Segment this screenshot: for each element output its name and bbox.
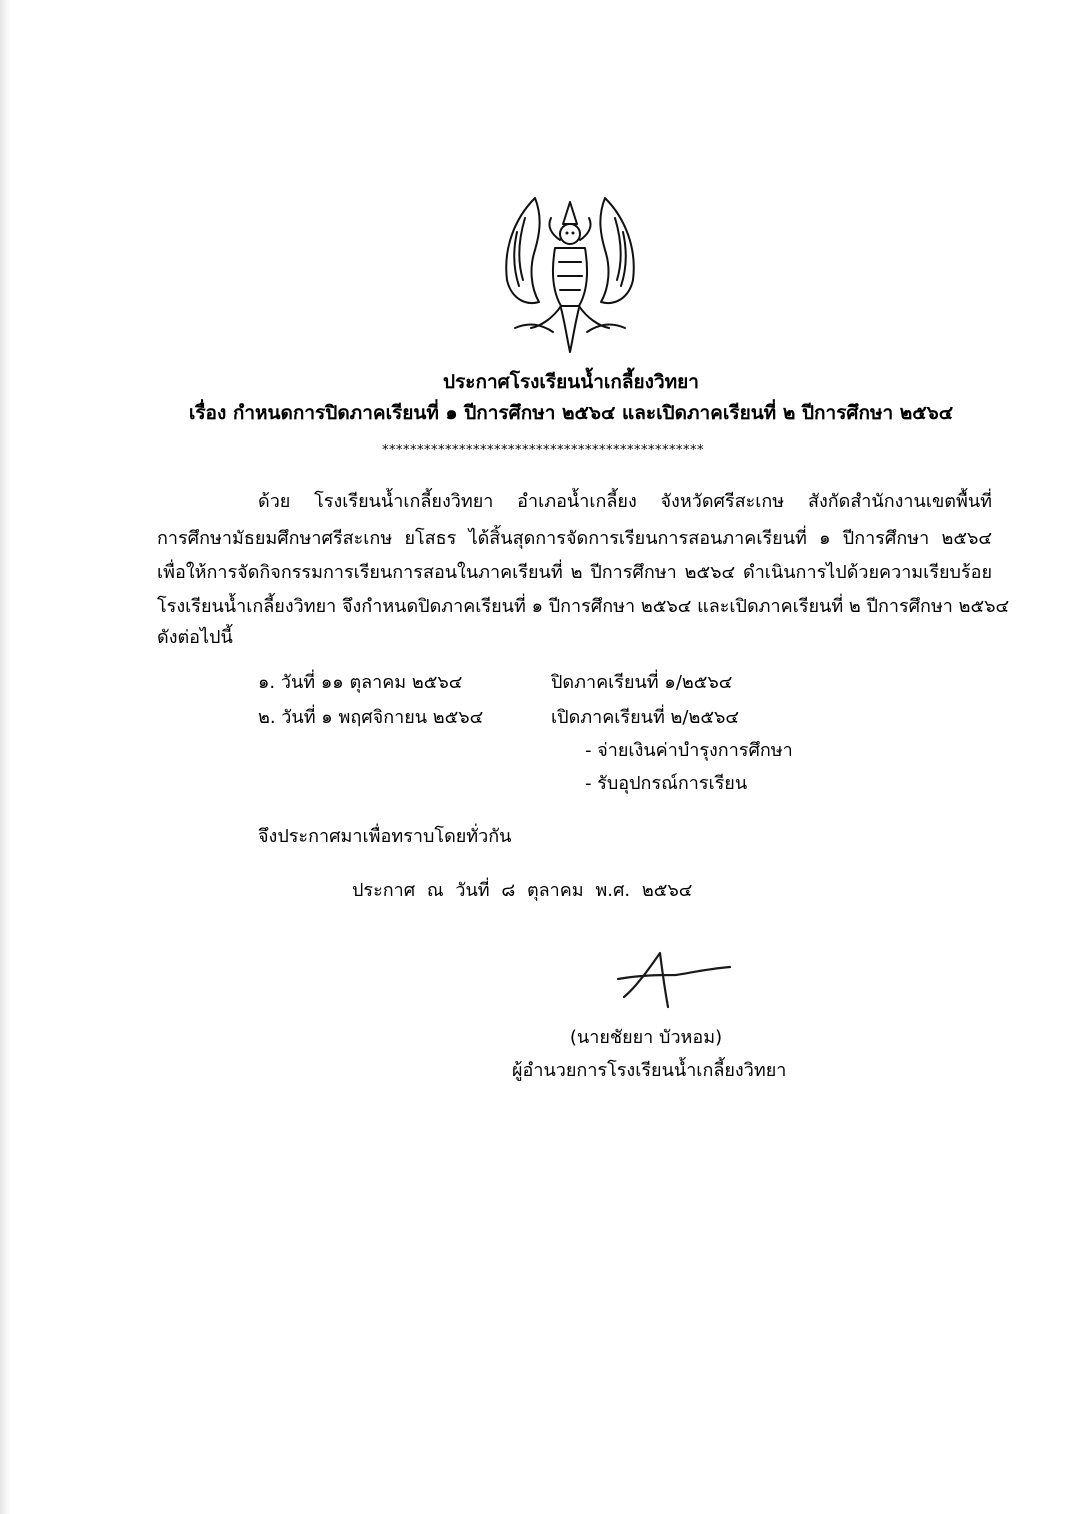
body-line: โรงเรียนน้ำเกลี้ยงวิทยา จึงกำหนดปิดภาคเรียนที่ ๑ ปีการศึกษา ๒๕๖๔ และเปิดภาคเรียนที่ ๒ ปีการศึกษา ๒๕๖๔ <box>157 596 1010 617</box>
signer-position: ผู้อำนวยการโรงเรียนน้ำเกลี้ยงวิทยา <box>512 1060 787 1081</box>
handwritten-signature-icon <box>610 945 740 1015</box>
announcement-title: ประกาศโรงเรียนน้ำเกลี้ยงวิทยา <box>443 371 699 393</box>
announcement-subject: เรื่อง กำหนดการปิดภาคเรียนที่ ๑ ปีการศึกษา ๒๕๖๔ และเปิดภาคเรียนที่ ๒ ปีการศึกษา ๒๕๖๔ <box>188 402 954 424</box>
body-line: ด้วย โรงเรียนน้ำเกลี้ยงวิทยา อำเภอน้ำเกลี้ยง จังหวัดศรีสะเกษ สังกัดสำนักงานเขตพื้นที่ <box>258 491 992 512</box>
garuda-emblem-icon <box>495 188 645 356</box>
schedule-subitem: - รับอุปกรณ์การเรียน <box>585 773 748 794</box>
schedule-subitem: - จ่ายเงินค่าบำรุงการศึกษา <box>585 740 793 761</box>
signer-name: (นายชัยยา บัวหอม) <box>569 1027 723 1048</box>
body-line: ดังต่อไปนี้ <box>157 627 233 648</box>
schedule-description: เปิดภาคเรียนที่ ๒/๒๕๖๔ <box>551 707 740 728</box>
closing-text: จึงประกาศมาเพื่อทราบโดยทั่วกัน <box>258 826 512 847</box>
schedule-date: ๑. วันที่ ๑๑ ตุลาคม ๒๕๖๔ <box>258 672 463 693</box>
separator-line: ********************************************** <box>382 443 704 458</box>
schedule-description: ปิดภาคเรียนที่ ๑/๒๕๖๔ <box>551 672 733 693</box>
page-edge <box>0 0 10 1514</box>
body-line: เพื่อให้การจัดกิจกรรมการเรียนการสอนในภาคเรียนที่ ๒ ปีการศึกษา ๒๕๖๔ ดำเนินการไปด้วยความเรียบร้อย <box>157 562 992 583</box>
schedule-date: ๒. วันที่ ๑ พฤศจิกายน ๒๕๖๔ <box>258 707 484 728</box>
body-line: การศึกษามัธยมศึกษาศรีสะเกษ ยโสธร ได้สิ้นสุดการจัดการเรียนการสอนภาคเรียนที่ ๑ ปีการศึกษา ๒๕๖๔ <box>157 528 992 549</box>
announcement-date: ประกาศ ณ วันที่ ๘ ตุลาคม พ.ศ. ๒๕๖๔ <box>352 880 693 901</box>
